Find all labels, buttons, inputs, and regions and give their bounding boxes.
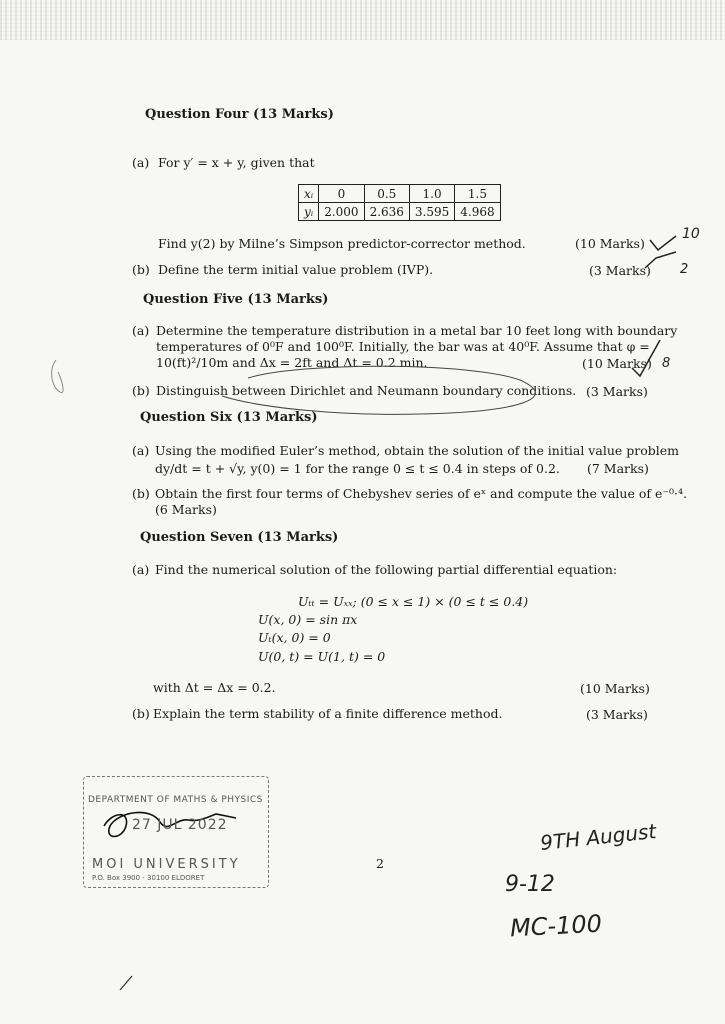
department-stamp — [83, 776, 269, 888]
q5-a-line2: temperatures of 0⁰F and 100⁰F. Initially, the bar was at 40⁰F. Assume that φ = — [156, 339, 650, 354]
stamp-line-1: DEPARTMENT OF MATHS & PHYSICS — [88, 795, 263, 805]
q6-b-label: (b) — [132, 486, 150, 501]
q5-b-label: (b) — [132, 383, 150, 398]
table-cell: 0 — [319, 185, 364, 203]
pen-stroke-icon — [120, 976, 132, 990]
q5-title: Question Five (13 Marks) — [143, 292, 329, 307]
q6-b-line2: (6 Marks) — [155, 502, 217, 517]
table-cell: 3.595 — [409, 203, 454, 221]
margin-scribble-icon — [52, 360, 63, 393]
q6-title: Question Six (13 Marks) — [140, 410, 318, 425]
q5-b-marks: (3 Marks) — [586, 384, 648, 399]
q4-b-label: (b) — [132, 262, 150, 277]
table-cell: 2.636 — [364, 203, 409, 221]
tick-mark-icon — [632, 340, 660, 376]
pen-loop-icon — [222, 366, 535, 414]
q7-b-marks: (3 Marks) — [586, 707, 648, 722]
q4-b-text: Define the term initial value problem (IVP). — [158, 262, 434, 277]
table-head-y: yᵢ — [299, 203, 319, 221]
hand-note-q4a: 10 — [682, 226, 700, 242]
q7-b-label: (b) — [132, 706, 150, 721]
q6-a-marks: (7 Marks) — [587, 461, 649, 476]
table-head-x: xᵢ — [299, 185, 319, 203]
tick-mark-icon — [645, 252, 676, 268]
q7-b-text: Explain the term stability of a finite difference method. — [153, 706, 503, 721]
q5-a-marks: (10 Marks) — [582, 356, 652, 371]
q4-a-find: Find y(2) by Milne’s Simpson predictor-corrector method. — [158, 236, 526, 251]
table-cell: 1.5 — [455, 185, 500, 203]
q6-a-line1: Using the modified Euler’s method, obtain the solution of the initial value problem — [155, 443, 679, 458]
equation-2: U(x, 0) = sin πx — [258, 612, 358, 627]
q5-a-label: (a) — [132, 323, 150, 338]
table-cell: 4.968 — [455, 203, 500, 221]
equation-3: Uₜ(x, 0) = 0 — [258, 630, 331, 645]
q6-b-line1: Obtain the first four terms of Chebyshev series of eˣ and compute the value of e⁻⁰·⁴. — [155, 486, 687, 501]
hand-room: MC-100 — [509, 909, 603, 943]
q7-title: Question Seven (13 Marks) — [140, 530, 339, 545]
hand-time: 9-12 — [505, 872, 555, 897]
equation-1: Uₜₜ = Uₓₓ; (0 ≤ x ≤ 1) × (0 ≤ t ≤ 0.4) — [298, 594, 529, 609]
stamp-line-3: MOI UNIVERSITY — [92, 857, 241, 872]
table-cell: 2.000 — [319, 203, 364, 221]
table-cell: 1.0 — [409, 185, 454, 203]
hand-date: 9TH August — [539, 818, 658, 856]
hand-note-q5a: 8 — [662, 356, 671, 371]
q5-a-line1: Determine the temperature distribution in a metal bar 10 feet long with boundary — [156, 323, 678, 338]
q5-b-text: Distinguish between Dirichlet and Neumann boundary conditions. — [156, 383, 577, 398]
q4-a-text: For y′ = x + y, given that — [158, 155, 315, 170]
page-number: 2 — [376, 856, 384, 871]
stamp-line-4: P.O. Box 3900 - 30100 ELDORET — [92, 874, 205, 882]
q4-a-label: (a) — [132, 155, 150, 170]
hand-note-q4b: 2 — [680, 262, 689, 277]
equation-4: U(0, t) = U(1, t) = 0 — [258, 649, 386, 664]
table-cell: 0.5 — [364, 185, 409, 203]
q5-a-line3: 10(ft)²/10m and Δx = 2ft and Δt = 0.2 min. — [156, 355, 428, 370]
q7-a-text: Find the numerical solution of the following partial differential equation: — [155, 562, 618, 577]
tick-mark-icon — [650, 236, 676, 250]
q4-title: Question Four (13 Marks) — [145, 107, 334, 122]
q4-a-marks: (10 Marks) — [575, 236, 645, 251]
q4-b-marks: (3 Marks) — [589, 263, 651, 278]
stamp-date: 27 JUL 2022 — [132, 817, 228, 833]
q7-a-label: (a) — [132, 562, 150, 577]
q7-with-text: with Δt = Δx = 0.2. — [153, 680, 276, 695]
q7-a-marks: (10 Marks) — [580, 681, 650, 696]
q6-a-line2: dy/dt = t + √y, y(0) = 1 for the range 0 ≤ t ≤ 0.4 in steps of 0.2. — [155, 461, 560, 476]
q6-a-label: (a) — [132, 443, 150, 458]
